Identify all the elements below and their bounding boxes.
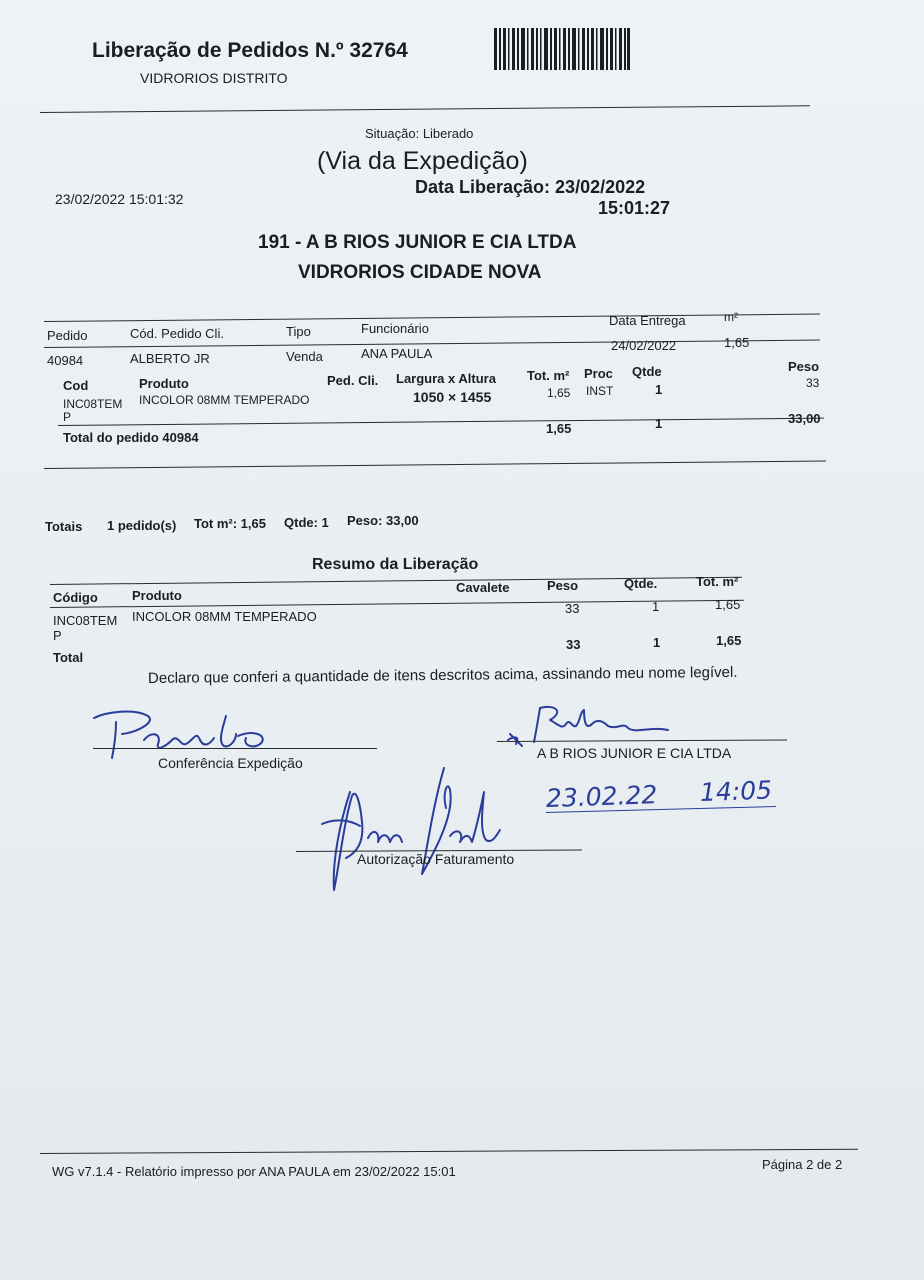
resumo-total-tot-m2: 1,65: [716, 633, 742, 648]
resumo-col-peso: Peso: [547, 578, 579, 593]
resumo-title: Resumo da Liberação: [312, 556, 479, 573]
item-col-ped-cli: Ped. Cli.: [327, 373, 379, 388]
release-date: Data Liberação: 23/02/2022: [415, 177, 646, 197]
order-total-m2: 1,65: [546, 421, 572, 436]
totals-peso: Peso: 33,00: [347, 513, 419, 528]
item-col-cod: Cod: [63, 378, 89, 393]
footer-divider: [40, 1149, 858, 1154]
col-data-entrega: Data Entrega: [609, 313, 686, 328]
order-total-qtde: 1: [655, 416, 663, 431]
release-time: 15:01:27: [598, 198, 671, 218]
col-tipo: Tipo: [286, 324, 311, 339]
item-peso: 33: [806, 376, 820, 390]
order-total-line: [58, 418, 824, 426]
item-qtde: 1: [655, 382, 663, 397]
handwritten-time: 14:05: [699, 775, 773, 807]
col-funcionario: Funcionário: [361, 321, 429, 336]
item-col-largura-altura: Largura x Altura: [396, 371, 496, 386]
print-timestamp: 23/02/2022 15:01:32: [55, 191, 184, 207]
resumo-row-codigo: INC08TEM: [53, 613, 118, 628]
totals-pedidos: 1 pedido(s): [107, 518, 177, 533]
item-cod: INC08TEM: [63, 397, 123, 411]
label-client: A B RIOS JUNIOR E CIA LTDA: [537, 745, 732, 761]
row-cod-pedido-cli: ALBERTO JR: [130, 351, 210, 366]
table-bottom-line: [44, 460, 826, 469]
row-m2: 1,65: [724, 335, 750, 350]
table-top-line: [44, 314, 820, 322]
resumo-col-produto: Produto: [132, 588, 182, 603]
resumo-col-cavalete: Cavalete: [456, 580, 510, 595]
totals-m2: Tot m²: 1,65: [194, 516, 266, 531]
resumo-col-codigo: Código: [53, 590, 98, 605]
barcode: [494, 28, 630, 70]
signature-ana-paula: [310, 762, 520, 897]
item-col-qtde: Qtde: [632, 364, 662, 379]
resumo-row-codigo-cont: P: [53, 628, 62, 643]
item-col-proc: Proc: [584, 366, 613, 381]
resumo-row-tot-m2: 1,65: [715, 597, 741, 612]
order-total-peso: 33,00: [788, 411, 821, 426]
copy-type: (Via da Expedição): [317, 147, 528, 175]
resumo-total-label: Total: [53, 650, 84, 665]
row-tipo: Venda: [286, 349, 323, 364]
signature-line-conferencia: [93, 748, 377, 749]
item-dimensions: 1050 × 1455: [413, 389, 492, 405]
footer-print-info: WG v7.1.4 - Relatório impresso por ANA PAULA em 23/02/2022 15:01: [52, 1164, 456, 1179]
col-pedido: Pedido: [47, 328, 88, 343]
col-cod-pedido-cli: Cód. Pedido Cli.: [130, 326, 224, 341]
client-name: 191 - A B RIOS JUNIOR E CIA LTDA: [258, 232, 577, 253]
item-col-tot-m2: Tot. m²: [527, 368, 570, 383]
item-col-peso: Peso: [788, 359, 820, 374]
resumo-col-qtde: Qtde.: [624, 576, 658, 591]
resumo-row-qtde: 1: [652, 599, 660, 614]
item-tot-m2: 1,65: [547, 386, 571, 400]
label-autorizacao: Autorização Faturamento: [357, 851, 515, 867]
resumo-total-peso: 33: [566, 637, 581, 652]
resumo-row-produto: INCOLOR 08MM TEMPERADO: [132, 609, 317, 624]
resumo-row-peso: 33: [565, 601, 580, 616]
item-col-produto: Produto: [139, 376, 189, 391]
totals-label: Totais: [45, 519, 83, 534]
document-title: Liberação de Pedidos N.º 32764: [92, 39, 408, 62]
client-store: VIDRORIOS CIDADE NOVA: [298, 262, 542, 283]
status-text: Situação: Liberado: [365, 126, 474, 141]
order-total-label: Total do pedido 40984: [63, 430, 199, 445]
company-name: VIDRORIOS DISTRITO: [140, 70, 288, 86]
declaration-text: Declaro que conferi a quantidade de itens descritos acima, assinando meu nome legível.: [147, 663, 738, 687]
row-data-entrega: 24/02/2022: [611, 338, 677, 353]
totals-qtde: Qtde: 1: [284, 515, 329, 530]
row-pedido: 40984: [47, 353, 84, 368]
row-funcionario: ANA PAULA: [361, 346, 433, 361]
item-produto: INCOLOR 08MM TEMPERADO: [139, 393, 310, 407]
item-proc: INST: [586, 384, 614, 398]
item-cod-cont: P: [63, 410, 72, 424]
resumo-total-qtde: 1: [653, 635, 661, 650]
handwritten-date: 23.02.22: [545, 780, 658, 813]
label-conferencia: Conferência Expedição: [158, 755, 303, 771]
footer-page-number: Página 2 de 2: [762, 1157, 843, 1172]
resumo-col-tot-m2: Tot. m²: [696, 574, 739, 589]
header-divider: [40, 105, 810, 113]
col-m2: m²: [724, 310, 738, 324]
